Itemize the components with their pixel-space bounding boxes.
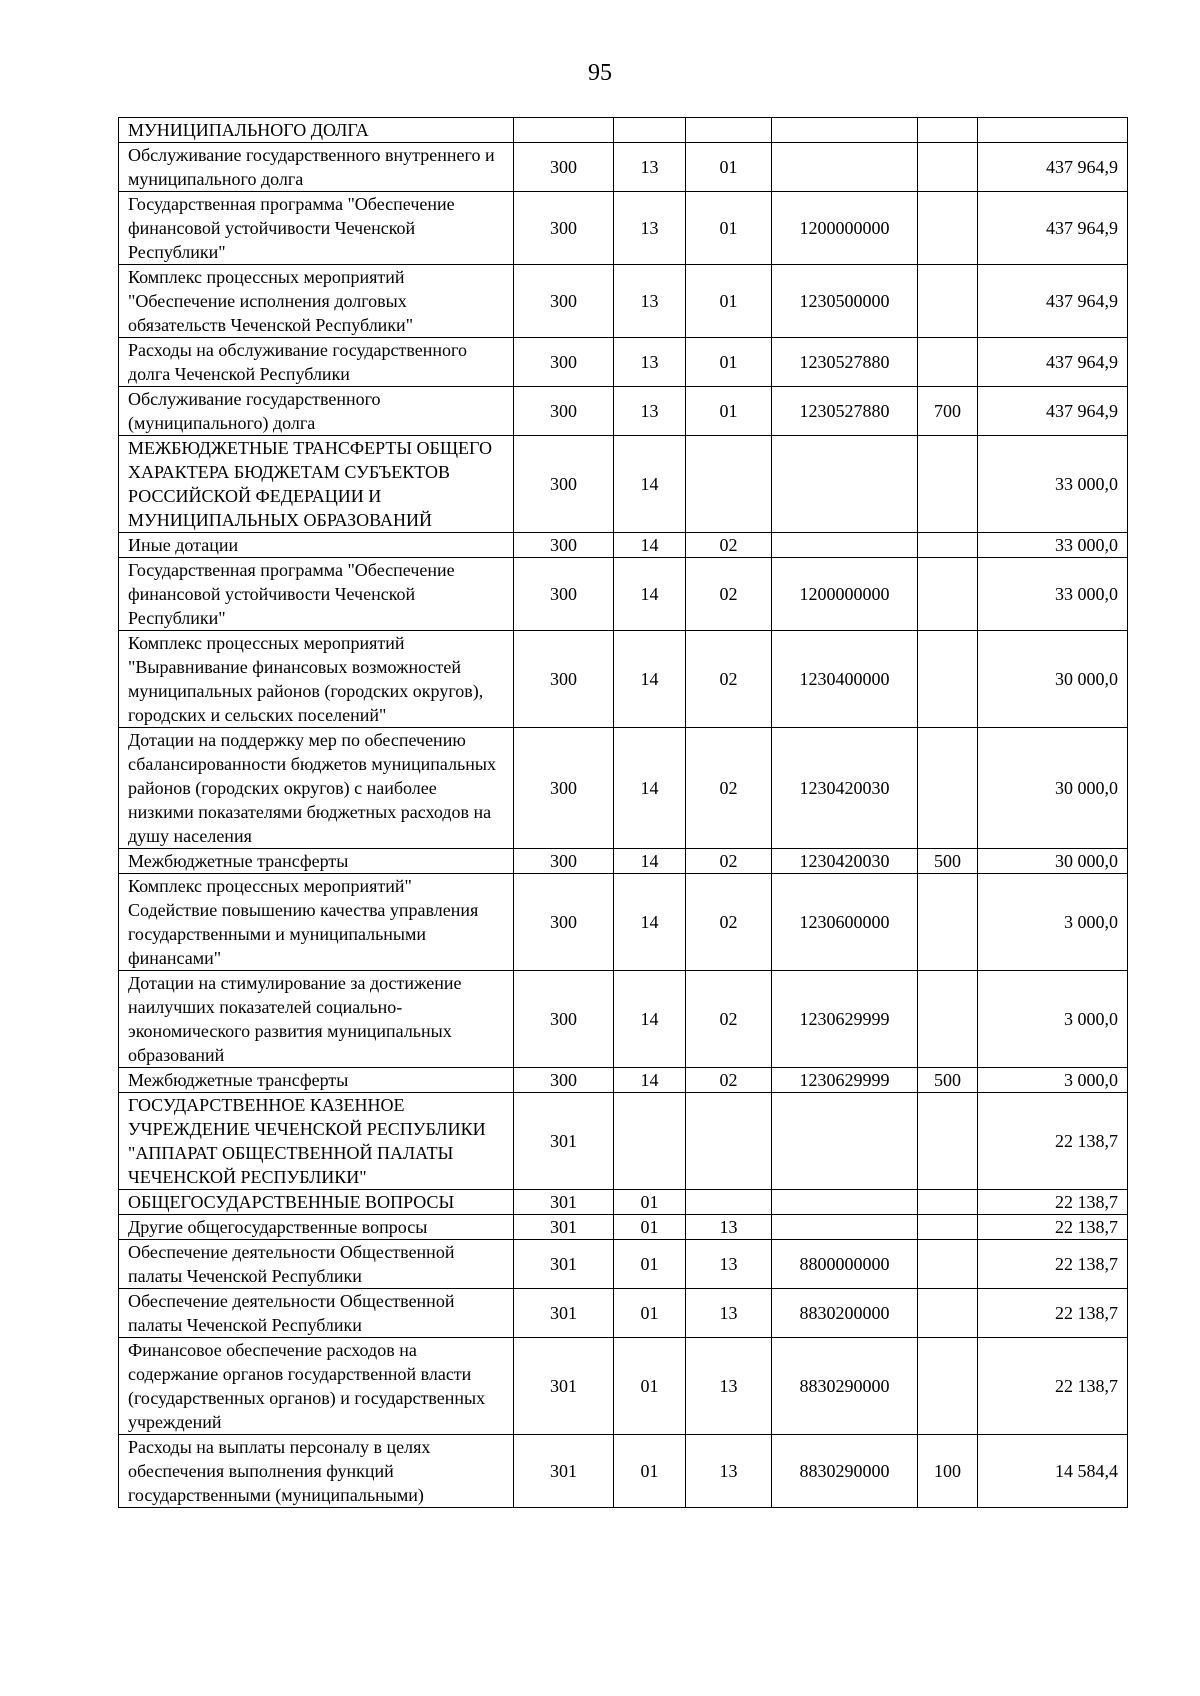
cell-subsection: 01 — [686, 192, 772, 265]
cell-target-article: 1230527880 — [772, 338, 918, 387]
cell-amount: 33 000,0 — [978, 533, 1128, 558]
cell-amount: 22 138,7 — [978, 1240, 1128, 1289]
cell-name: Расходы на выплаты персоналу в целях обеспечения выполнения функций государственными (муниципальными) — [119, 1435, 514, 1508]
cell-ministry-code: 301 — [514, 1435, 614, 1508]
cell-target-article — [772, 143, 918, 192]
cell-section: 13 — [614, 143, 686, 192]
cell-amount: 22 138,7 — [978, 1338, 1128, 1435]
cell-section: 14 — [614, 971, 686, 1068]
cell-section: 14 — [614, 533, 686, 558]
cell-target-article — [772, 1190, 918, 1215]
cell-ministry-code: 301 — [514, 1289, 614, 1338]
cell-expense-type: 500 — [918, 849, 978, 874]
cell-target-article: 1230420030 — [772, 849, 918, 874]
cell-ministry-code: 300 — [514, 533, 614, 558]
cell-name: Обслуживание государственного (муниципального) долга — [119, 387, 514, 436]
cell-subsection: 02 — [686, 631, 772, 728]
cell-name: Расходы на обслуживание государственного долга Чеченской Республики — [119, 338, 514, 387]
cell-expense-type — [918, 118, 978, 143]
cell-expense-type — [918, 631, 978, 728]
cell-ministry-code: 300 — [514, 874, 614, 971]
cell-subsection: 02 — [686, 558, 772, 631]
table-row — [119, 265, 1128, 338]
table-row — [119, 143, 1128, 192]
cell-name: Межбюджетные трансферты — [119, 1068, 514, 1093]
cell-target-article: 1230500000 — [772, 265, 918, 338]
cell-section: 14 — [614, 874, 686, 971]
table-row — [119, 1068, 1128, 1093]
budget-table — [118, 117, 1128, 1508]
cell-target-article — [772, 533, 918, 558]
cell-target-article: 1230629999 — [772, 971, 918, 1068]
cell-name: Комплекс процессных мероприятий "Обеспечение исполнения долговых обязательств Чеченской Республики" — [119, 265, 514, 338]
cell-target-article: 8830290000 — [772, 1435, 918, 1508]
cell-expense-type — [918, 143, 978, 192]
cell-section: 01 — [614, 1190, 686, 1215]
cell-expense-type — [918, 874, 978, 971]
cell-amount: 437 964,9 — [978, 265, 1128, 338]
cell-section: 14 — [614, 631, 686, 728]
cell-amount: 33 000,0 — [978, 436, 1128, 533]
cell-subsection: 13 — [686, 1215, 772, 1240]
cell-name: Межбюджетные трансферты — [119, 849, 514, 874]
cell-name: Комплекс процессных мероприятий "Выравнивание финансовых возможностей муниципальных районов (городских округов), городских и сельских поселений" — [119, 631, 514, 728]
cell-amount: 22 138,7 — [978, 1215, 1128, 1240]
cell-expense-type — [918, 1289, 978, 1338]
cell-name: Дотации на стимулирование за достижение наилучших показателей социально-экономического развития муниципальных образований — [119, 971, 514, 1068]
cell-target-article — [772, 1215, 918, 1240]
cell-section: 01 — [614, 1289, 686, 1338]
cell-expense-type: 100 — [918, 1435, 978, 1508]
cell-name: Иные дотации — [119, 533, 514, 558]
table-row — [119, 436, 1128, 533]
cell-target-article — [772, 118, 918, 143]
cell-amount: 437 964,9 — [978, 143, 1128, 192]
cell-name: Финансовое обеспечение расходов на содержание органов государственной власти (государственных органов) и государственных учреждений — [119, 1338, 514, 1435]
table-row — [119, 387, 1128, 436]
cell-name: МУНИЦИПАЛЬНОГО ДОЛГА — [119, 118, 514, 143]
cell-expense-type — [918, 1338, 978, 1435]
cell-name: Другие общегосударственные вопросы — [119, 1215, 514, 1240]
cell-expense-type — [918, 1240, 978, 1289]
cell-name: Государственная программа "Обеспечение финансовой устойчивости Чеченской Республики" — [119, 192, 514, 265]
cell-ministry-code: 301 — [514, 1240, 614, 1289]
cell-name: МЕЖБЮДЖЕТНЫЕ ТРАНСФЕРТЫ ОБЩЕГО ХАРАКТЕРА БЮДЖЕТАМ СУБЪЕКТОВ РОССИЙСКОЙ ФЕДЕРАЦИИ И МУНИЦИПАЛЬНЫХ ОБРАЗОВАНИЙ — [119, 436, 514, 533]
cell-target-article: 1230600000 — [772, 874, 918, 971]
cell-amount: 22 138,7 — [978, 1093, 1128, 1190]
cell-expense-type — [918, 265, 978, 338]
cell-subsection: 02 — [686, 533, 772, 558]
cell-expense-type — [918, 1190, 978, 1215]
cell-amount — [978, 118, 1128, 143]
cell-ministry-code: 300 — [514, 971, 614, 1068]
cell-name: Государственная программа "Обеспечение финансовой устойчивости Чеченской Республики" — [119, 558, 514, 631]
cell-section: 14 — [614, 558, 686, 631]
cell-subsection: 01 — [686, 143, 772, 192]
cell-ministry-code: 300 — [514, 558, 614, 631]
table-row — [119, 849, 1128, 874]
cell-expense-type — [918, 971, 978, 1068]
cell-target-article: 1230400000 — [772, 631, 918, 728]
table-row — [119, 1338, 1128, 1435]
table-row — [119, 874, 1128, 971]
cell-expense-type — [918, 558, 978, 631]
cell-ministry-code: 300 — [514, 192, 614, 265]
cell-expense-type — [918, 338, 978, 387]
cell-ministry-code: 300 — [514, 265, 614, 338]
page-number: 95 — [588, 60, 612, 86]
table-row — [119, 1240, 1128, 1289]
cell-section: 14 — [614, 436, 686, 533]
cell-name: Дотации на поддержку мер по обеспечению сбалансированности бюджетов муниципальных районов (городских округов) с наиболее низкими показателями бюджетных расходов на душу населения — [119, 728, 514, 849]
cell-section: 01 — [614, 1435, 686, 1508]
cell-amount: 30 000,0 — [978, 631, 1128, 728]
cell-expense-type — [918, 192, 978, 265]
cell-section: 14 — [614, 849, 686, 874]
cell-amount: 437 964,9 — [978, 387, 1128, 436]
cell-section: 13 — [614, 192, 686, 265]
cell-target-article: 1230629999 — [772, 1068, 918, 1093]
table-row — [119, 1215, 1128, 1240]
table-row — [119, 533, 1128, 558]
cell-expense-type — [918, 533, 978, 558]
cell-subsection: 01 — [686, 338, 772, 387]
table-row — [119, 1289, 1128, 1338]
cell-amount: 437 964,9 — [978, 338, 1128, 387]
cell-section — [614, 1093, 686, 1190]
cell-section — [614, 118, 686, 143]
table-row — [119, 971, 1128, 1068]
cell-name: ГОСУДАРСТВЕННОЕ КАЗЕННОЕ УЧРЕЖДЕНИЕ ЧЕЧЕНСКОЙ РЕСПУБЛИКИ "АППАРАТ ОБЩЕСТВЕННОЙ ПАЛАТЫ ЧЕЧЕНСКОЙ РЕСПУБЛИКИ" — [119, 1093, 514, 1190]
cell-target-article: 8830200000 — [772, 1289, 918, 1338]
table-row — [119, 338, 1128, 387]
cell-amount: 3 000,0 — [978, 971, 1128, 1068]
cell-subsection — [686, 436, 772, 533]
cell-amount: 3 000,0 — [978, 874, 1128, 971]
cell-section: 14 — [614, 1068, 686, 1093]
cell-ministry-code: 301 — [514, 1338, 614, 1435]
cell-ministry-code: 301 — [514, 1093, 614, 1190]
cell-subsection: 02 — [686, 849, 772, 874]
cell-target-article: 8830290000 — [772, 1338, 918, 1435]
cell-ministry-code: 301 — [514, 1215, 614, 1240]
cell-target-article — [772, 1093, 918, 1190]
cell-subsection: 01 — [686, 387, 772, 436]
cell-name: ОБЩЕГОСУДАРСТВЕННЫЕ ВОПРОСЫ — [119, 1190, 514, 1215]
cell-name: Обеспечение деятельности Общественной палаты Чеченской Республики — [119, 1289, 514, 1338]
cell-section: 01 — [614, 1338, 686, 1435]
table-row — [119, 631, 1128, 728]
cell-ministry-code: 300 — [514, 436, 614, 533]
cell-ministry-code: 300 — [514, 849, 614, 874]
cell-subsection: 13 — [686, 1289, 772, 1338]
cell-expense-type: 500 — [918, 1068, 978, 1093]
cell-ministry-code: 300 — [514, 728, 614, 849]
cell-amount: 437 964,9 — [978, 192, 1128, 265]
cell-subsection: 02 — [686, 971, 772, 1068]
table-row — [119, 192, 1128, 265]
cell-expense-type — [918, 1215, 978, 1240]
cell-name: Обслуживание государственного внутреннего и муниципального долга — [119, 143, 514, 192]
cell-subsection: 13 — [686, 1240, 772, 1289]
cell-expense-type — [918, 1093, 978, 1190]
cell-target-article: 1200000000 — [772, 192, 918, 265]
cell-section: 01 — [614, 1240, 686, 1289]
cell-subsection: 02 — [686, 728, 772, 849]
table-row — [119, 558, 1128, 631]
cell-target-article — [772, 436, 918, 533]
table-row — [119, 1190, 1128, 1215]
cell-section: 13 — [614, 387, 686, 436]
cell-ministry-code: 300 — [514, 338, 614, 387]
cell-section: 01 — [614, 1215, 686, 1240]
cell-ministry-code: 300 — [514, 143, 614, 192]
table-body — [119, 118, 1128, 1508]
cell-target-article: 1230527880 — [772, 387, 918, 436]
cell-ministry-code: 300 — [514, 631, 614, 728]
cell-expense-type: 700 — [918, 387, 978, 436]
cell-amount: 30 000,0 — [978, 728, 1128, 849]
cell-amount: 30 000,0 — [978, 849, 1128, 874]
cell-subsection: 02 — [686, 874, 772, 971]
cell-amount: 22 138,7 — [978, 1289, 1128, 1338]
cell-section: 13 — [614, 265, 686, 338]
cell-ministry-code: 301 — [514, 1190, 614, 1215]
cell-name: Обеспечение деятельности Общественной палаты Чеченской Республики — [119, 1240, 514, 1289]
cell-subsection: 01 — [686, 265, 772, 338]
cell-subsection: 02 — [686, 1068, 772, 1093]
cell-target-article: 1230420030 — [772, 728, 918, 849]
cell-section: 14 — [614, 728, 686, 849]
cell-amount: 14 584,4 — [978, 1435, 1128, 1508]
cell-expense-type — [918, 436, 978, 533]
cell-subsection: 13 — [686, 1338, 772, 1435]
cell-section: 13 — [614, 338, 686, 387]
cell-ministry-code: 300 — [514, 387, 614, 436]
cell-name: Комплекс процессных мероприятий" Содействие повышению качества управления государственными и муниципальными финансами" — [119, 874, 514, 971]
table-row — [119, 1435, 1128, 1508]
cell-target-article: 1200000000 — [772, 558, 918, 631]
table-row — [119, 118, 1128, 143]
cell-subsection — [686, 1093, 772, 1190]
cell-amount: 3 000,0 — [978, 1068, 1128, 1093]
cell-ministry-code: 300 — [514, 1068, 614, 1093]
cell-target-article: 8800000000 — [772, 1240, 918, 1289]
cell-amount: 22 138,7 — [978, 1190, 1128, 1215]
cell-ministry-code — [514, 118, 614, 143]
cell-subsection: 13 — [686, 1435, 772, 1508]
cell-expense-type — [918, 728, 978, 849]
table-row — [119, 1093, 1128, 1190]
cell-subsection — [686, 1190, 772, 1215]
cell-subsection — [686, 118, 772, 143]
table-row — [119, 728, 1128, 849]
cell-amount: 33 000,0 — [978, 558, 1128, 631]
